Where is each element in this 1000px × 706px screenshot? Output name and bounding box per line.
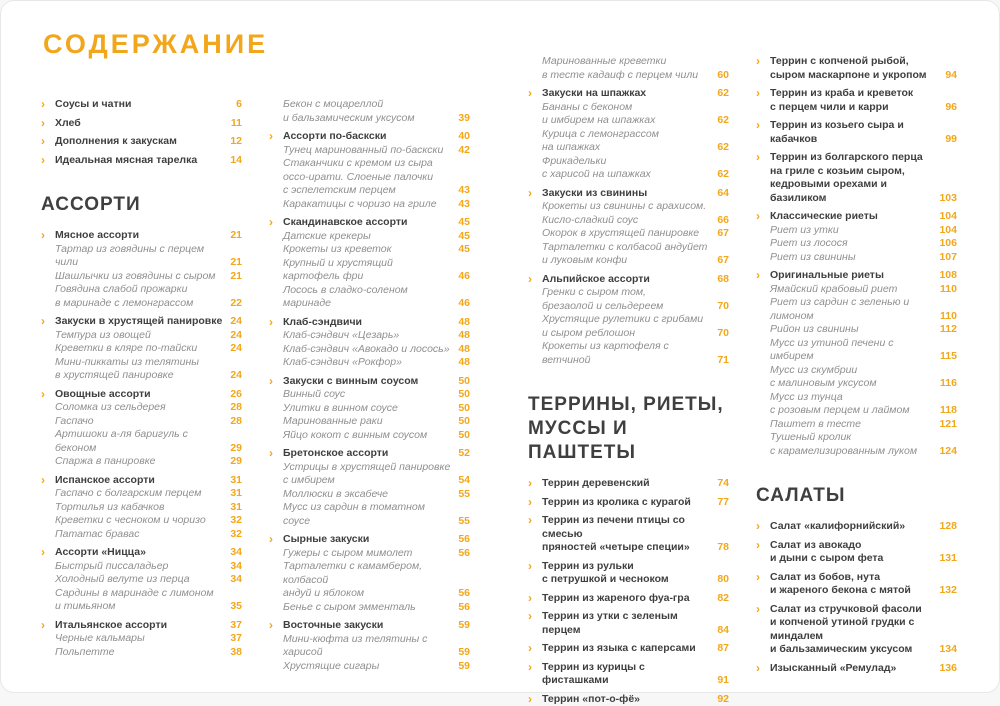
toc-subentry: Мини-пиккаты из телятины в хрустящей панировке 24	[41, 356, 242, 383]
toc-entry: › Террин из утки с зеленым перцем 84	[528, 610, 729, 637]
chevron-right-icon: ›	[41, 135, 55, 149]
toc-subentry: Креветки в кляре по-тайски 24	[41, 342, 242, 356]
page-number: 134	[939, 643, 957, 657]
toc-subentry: Тушеный кролик с карамелизированным луком 124	[756, 431, 957, 458]
page-number: 84	[717, 624, 729, 638]
toc-subentry: Спаржа в панировке 29	[41, 455, 242, 469]
page-number: 32	[230, 514, 242, 528]
chevron-right-icon: ›	[756, 603, 770, 617]
page-number: 24	[230, 329, 242, 343]
page-number: 52	[458, 447, 470, 461]
page-number: 48	[458, 316, 470, 330]
toc-entry: › Закуски с винным соусом 50	[269, 375, 470, 389]
page-number: 62	[717, 87, 729, 101]
page-number: 24	[230, 342, 242, 356]
section-heading: АССОРТИ	[41, 193, 242, 217]
chevron-right-icon: ›	[756, 539, 770, 553]
chevron-right-icon: ›	[41, 315, 55, 329]
toc-subentry: Окорок в хрустящей панировке 67	[528, 227, 729, 241]
page-number: 14	[230, 154, 242, 168]
chevron-right-icon: ›	[269, 375, 283, 389]
page-number: 94	[945, 69, 957, 83]
toc-subentry: Креветки с чесноком и чоризо 32	[41, 514, 242, 528]
chevron-right-icon: ›	[756, 662, 770, 676]
chevron-right-icon: ›	[269, 216, 283, 230]
page-number: 70	[717, 327, 729, 341]
toc-entry: › Террин из курицы с фисташками 91	[528, 661, 729, 688]
page-number: 121	[939, 418, 957, 432]
page-number: 50	[458, 415, 470, 429]
toc-entry: › Террин из краба и креветок с перцем чили и карри 96	[756, 87, 957, 114]
page-number: 136	[939, 662, 957, 676]
page-number: 59	[458, 660, 470, 674]
page-number: 132	[939, 584, 957, 598]
page-number: 50	[458, 429, 470, 443]
page-number: 11	[231, 117, 242, 131]
chevron-right-icon: ›	[41, 546, 55, 560]
page-number: 71	[717, 354, 729, 368]
page-number: 62	[717, 141, 729, 155]
toc-subentry: Стаканчики с кремом из сыра оссо-ирати. Слоеные палочки с эспелетским перцем 43	[269, 157, 470, 198]
chevron-right-icon: ›	[528, 693, 542, 706]
page-number: 80	[717, 573, 729, 587]
page-number: 45	[458, 243, 470, 257]
toc-entry: › Испанское ассорти 31	[41, 474, 242, 488]
page-number: 62	[717, 168, 729, 182]
toc-subentry: Фрикадельки с харисой на шпажках 62	[528, 155, 729, 182]
page-number: 104	[939, 210, 957, 224]
toc-subentry: Паштет в тесте 121	[756, 418, 957, 432]
page-number: 34	[230, 560, 242, 574]
page-number: 67	[717, 254, 729, 268]
page-number: 50	[458, 388, 470, 402]
toc-subentry: Крокеты из свинины с арахисом. Кисло-сладкий соус 66	[528, 200, 729, 227]
page-number: 82	[717, 592, 729, 606]
toc-entry: › Террин с копченой рыбой, сыром маскарпоне и укропом 94	[756, 55, 957, 82]
toc-subentry: Маринованные креветки в тесте кадаиф с перцем чили 60	[528, 55, 729, 82]
toc-subentry: Мусс из скумбрии с малиновым уксусом 116	[756, 364, 957, 391]
toc-subentry: Польпетте 38	[41, 646, 242, 660]
chevron-right-icon: ›	[528, 642, 542, 656]
page-number: 24	[230, 315, 242, 329]
page-number: 64	[717, 187, 729, 201]
toc-entry: › Ассорти по-баскски 40	[269, 130, 470, 144]
page-number: 124	[939, 445, 957, 459]
toc-subentry: Тартар из говядины с перцем чили 21	[41, 243, 242, 270]
toc-subentry: Тарталетки с камамбером, колбасой андуй и яблоком 56	[269, 560, 470, 601]
page-number: 39	[458, 112, 470, 126]
toc-subentry: Яйцо кокот с винным соусом 50	[269, 429, 470, 443]
toc-subentry: Тарталетки с колбасой андуйет и луковым конфи 67	[528, 241, 729, 268]
chevron-right-icon: ›	[528, 661, 542, 675]
page-number: 40	[458, 130, 470, 144]
section-heading: ТЕРРИНЫ, РИЕТЫ, МУССЫ И ПАШТЕТЫ	[528, 393, 729, 465]
page-number: 77	[717, 496, 729, 510]
toc-entry: › Идеальная мясная тарелка 14	[41, 154, 242, 168]
page-number: 56	[458, 533, 470, 547]
toc-subentry: Клаб-сэндвич «Цезарь» 48	[269, 329, 470, 343]
page-number: 34	[230, 573, 242, 587]
page-number: 104	[939, 224, 957, 238]
page-number: 31	[230, 487, 242, 501]
toc-subentry: Тортилья из кабачков 31	[41, 501, 242, 515]
page-number: 43	[458, 184, 470, 198]
page-number: 99	[945, 133, 957, 147]
toc-entry: › Соусы и чатни 6	[41, 98, 242, 112]
toc-subentry: Мусс из тунца с розовым перцем и лаймом 118	[756, 391, 957, 418]
toc-entry: › Классические риеты 104	[756, 210, 957, 224]
chevron-right-icon: ›	[528, 496, 542, 510]
page-number: 37	[230, 632, 242, 646]
toc-subentry: Хрустящие сигары 59	[269, 660, 470, 674]
page-number: 116	[940, 377, 957, 391]
chevron-right-icon: ›	[528, 187, 542, 201]
toc-entry: › Сырные закуски 56	[269, 533, 470, 547]
page-number: 74	[717, 477, 729, 491]
chevron-right-icon: ›	[756, 520, 770, 534]
toc-subentry: Крупный и хрустящий картофель фри 46	[269, 257, 470, 284]
toc-entry: › Мясное ассорти 21	[41, 229, 242, 243]
chevron-right-icon: ›	[756, 210, 770, 224]
toc-entry: › Бретонское ассорти 52	[269, 447, 470, 461]
page-number: 96	[945, 101, 957, 115]
page-number: 38	[230, 646, 242, 660]
toc-subentry: Гренки с сыром том, брезаолой и сельдереем 70	[528, 286, 729, 313]
chevron-right-icon: ›	[41, 117, 55, 131]
page-number: 24	[230, 369, 242, 383]
toc-subentry: Риет из сардин с зеленью и лимоном 110	[756, 296, 957, 323]
page-number: 29	[230, 442, 242, 456]
page-number: 103	[939, 192, 957, 206]
page-number: 62	[717, 114, 729, 128]
page-number: 45	[458, 230, 470, 244]
toc-subentry: Тунец маринованный по-баскски 42	[269, 144, 470, 158]
page-number: 118	[940, 404, 957, 418]
page-number: 21	[230, 270, 242, 284]
toc-subentry: Гаспачо 28	[41, 415, 242, 429]
toc-subentry: Маринованные раки 50	[269, 415, 470, 429]
chevron-right-icon: ›	[41, 388, 55, 402]
toc-subentry: Крокеты из креветок 45	[269, 243, 470, 257]
page-number: 21	[230, 256, 242, 270]
toc-entry: › Закуски на шпажках 62	[528, 87, 729, 101]
page-number: 131	[939, 552, 957, 566]
toc-subentry: Ямайский крабовый риет 110	[756, 283, 957, 297]
page-number: 59	[458, 619, 470, 633]
page-number: 48	[458, 343, 470, 357]
page-number: 91	[717, 674, 729, 688]
toc-subentry: Устрицы в хрустящей панировке с имбирем 54	[269, 461, 470, 488]
toc-subentry: Мини-кюфта из телятины с харисой 59	[269, 633, 470, 660]
chevron-right-icon: ›	[756, 119, 770, 133]
toc-subentry: Моллюски в эксабече 55	[269, 488, 470, 502]
page-number: 55	[458, 488, 470, 502]
page-number: 107	[939, 251, 957, 265]
page-number: 60	[717, 69, 729, 83]
page-title: СОДЕРЖАНИЕ	[43, 29, 268, 60]
page-number: 56	[458, 587, 470, 601]
page-number: 110	[940, 283, 957, 297]
chevron-right-icon: ›	[269, 130, 283, 144]
chevron-right-icon: ›	[756, 151, 770, 165]
page-number: 32	[230, 528, 242, 542]
chevron-right-icon: ›	[269, 316, 283, 330]
toc-entry: › Салат «калифорнийский» 128	[756, 520, 957, 534]
chevron-right-icon: ›	[269, 533, 283, 547]
toc-subentry: Бекон с моцареллой и бальзамическим уксусом 39	[269, 98, 470, 125]
toc-subentry: Гужеры с сыром мимолет 56	[269, 547, 470, 561]
toc-entry: › Восточные закуски 59	[269, 619, 470, 633]
toc-entry: › Террин из козьего сыра и кабачков 99	[756, 119, 957, 146]
toc-entry: › Террин из языка с каперсами 87	[528, 642, 729, 656]
page-number: 55	[458, 515, 470, 529]
page-number: 6	[236, 98, 242, 112]
page-number: 70	[717, 300, 729, 314]
toc-subentry: Говядина слабой прожарки в маринаде с лемонграссом 22	[41, 283, 242, 310]
page-number: 108	[939, 269, 957, 283]
page-number: 48	[458, 329, 470, 343]
chevron-right-icon: ›	[528, 477, 542, 491]
page-number: 26	[230, 388, 242, 402]
toc-entry: › Террин деревенский 74	[528, 477, 729, 491]
page-number: 68	[717, 273, 729, 287]
toc-entry: › Закуски в хрустящей панировке 24	[41, 315, 242, 329]
toc-subentry: Гаспачо с болгарским перцем 31	[41, 487, 242, 501]
toc-entry: › Салат из стручковой фасоли и копченой утиной грудки с миндалем и бальзамическим уксусом 134	[756, 603, 957, 657]
toc-subentry: Быстрый писсаладьер 34	[41, 560, 242, 574]
toc-column-4	[756, 1, 957, 706]
page-number: 66	[717, 214, 729, 228]
toc-subentry: Соломка из сельдерея 28	[41, 401, 242, 415]
toc-subentry: Улитки в винном соусе 50	[269, 402, 470, 416]
toc-entry: › Альпийское ассорти 68	[528, 273, 729, 287]
section-heading: САЛАТЫ	[756, 484, 957, 508]
chevron-right-icon: ›	[528, 560, 542, 574]
toc-entry: › Итальянское ассорти 37	[41, 619, 242, 633]
page-number: 50	[458, 402, 470, 416]
page-number: 46	[458, 270, 470, 284]
toc-subentry: Лосось в сладко-соленом маринаде 46	[269, 284, 470, 311]
chevron-right-icon: ›	[269, 447, 283, 461]
page-number: 48	[458, 356, 470, 370]
toc-subentry: Мусс из утиной печени с имбирем 115	[756, 337, 957, 364]
page-number: 50	[458, 375, 470, 389]
toc-subentry: Мусс из сардин в томатном соусе 55	[269, 501, 470, 528]
page-number: 46	[458, 297, 470, 311]
chevron-right-icon: ›	[756, 571, 770, 585]
toc-subentry: Пататас бравас 32	[41, 528, 242, 542]
toc-subentry: Риет из лосося 106	[756, 237, 957, 251]
toc-entry: › Террин из рульки с петрушкой и чесноком 80	[528, 560, 729, 587]
page-number: 106	[939, 237, 957, 251]
page-number: 67	[717, 227, 729, 241]
toc-subentry: Клаб-сэндвич «Рокфор» 48	[269, 356, 470, 370]
toc-entry: › Клаб-сэндвичи 48	[269, 316, 470, 330]
toc-subentry: Клаб-сэндвич «Авокадо и лосось» 48	[269, 343, 470, 357]
toc-entry: › Дополнения к закускам 12	[41, 135, 242, 149]
chevron-right-icon: ›	[528, 87, 542, 101]
toc-subentry: Темпура из овощей 24	[41, 329, 242, 343]
toc-entry: › Террин из болгарского перца на гриле с козьим сыром, кедровыми орехами и базиликом 103	[756, 151, 957, 205]
toc-subentry: Риет из утки 104	[756, 224, 957, 238]
page-number: 112	[940, 323, 957, 337]
toc-subentry: Датские крекеры 45	[269, 230, 470, 244]
chevron-right-icon: ›	[528, 592, 542, 606]
page-number: 56	[458, 547, 470, 561]
page-number: 56	[458, 601, 470, 615]
chevron-right-icon: ›	[41, 98, 55, 112]
page-number: 31	[230, 501, 242, 515]
toc-subentry: Черные кальмары 37	[41, 632, 242, 646]
toc-entry: › Террин из жареного фуа-гра 82	[528, 592, 729, 606]
toc-subentry: Бенье с сыром эмменталь 56	[269, 601, 470, 615]
toc-subentry: Сардины в маринаде с лимоном и тимьяном 35	[41, 587, 242, 614]
toc-entry: › Салат из авокадо и дыни с сыром фета 131	[756, 539, 957, 566]
chevron-right-icon: ›	[528, 610, 542, 624]
toc-column-1	[41, 1, 242, 706]
toc-entry: › Закуски из свинины 64	[528, 187, 729, 201]
page-number: 31	[230, 474, 242, 488]
toc-entry: › Террин из кролика с курагой 77	[528, 496, 729, 510]
page-number: 35	[230, 600, 242, 614]
toc-subentry: Крокеты из картофеля с ветчиной 71	[528, 340, 729, 367]
page-number: 92	[717, 693, 729, 706]
chevron-right-icon: ›	[41, 229, 55, 243]
toc-subentry: Бананы с беконом и имбирем на шпажках 62	[528, 101, 729, 128]
toc-subentry: Каракатицы с чоризо на гриле 43	[269, 198, 470, 212]
toc-entry: › Оригинальные риеты 108	[756, 269, 957, 283]
chevron-right-icon: ›	[756, 269, 770, 283]
page-number: 87	[717, 642, 729, 656]
toc-entry: › Террин из печени птицы со смесью пряностей «четыре специи» 78	[528, 514, 729, 555]
page-number: 29	[230, 455, 242, 469]
chevron-right-icon: ›	[756, 55, 770, 69]
page-number: 42	[458, 144, 470, 158]
page-number: 34	[230, 546, 242, 560]
chevron-right-icon: ›	[41, 619, 55, 633]
page-number: 43	[458, 198, 470, 212]
chevron-right-icon: ›	[269, 619, 283, 633]
page-number: 78	[717, 541, 729, 555]
toc-entry: › Изысканный «Ремулад» 136	[756, 662, 957, 676]
toc-subentry: Курица с лемонграссом на шпажках 62	[528, 128, 729, 155]
chevron-right-icon: ›	[528, 273, 542, 287]
page-number: 110	[940, 310, 957, 324]
toc-entry: › Овощные ассорти 26	[41, 388, 242, 402]
toc-subentry: Винный соус 50	[269, 388, 470, 402]
chevron-right-icon: ›	[41, 154, 55, 168]
chevron-right-icon: ›	[41, 474, 55, 488]
page-number: 22	[230, 297, 242, 311]
toc-columns	[1, 1, 999, 706]
page-number: 115	[940, 350, 957, 364]
toc-subentry: Рийон из свинины 112	[756, 323, 957, 337]
toc-entry: › Скандинавское ассорти 45	[269, 216, 470, 230]
page-number: 28	[230, 415, 242, 429]
toc-entry: › Ассорти «Ницца» 34	[41, 546, 242, 560]
toc-entry: › Салат из бобов, нута и жареного бекона с мятой 132	[756, 571, 957, 598]
page-number: 12	[230, 135, 242, 149]
toc-subentry: Шашлычки из говядины с сыром 21	[41, 270, 242, 284]
page-number: 128	[939, 520, 957, 534]
page-number: 54	[458, 474, 470, 488]
toc-subentry: Артишоки а-ля баригуль с беконом 29	[41, 428, 242, 455]
page-number: 59	[458, 646, 470, 660]
chevron-right-icon: ›	[528, 514, 542, 528]
toc-subentry: Хрустящие рулетики с грибами и сыром реблошон 70	[528, 313, 729, 340]
toc-subentry: Холодный велуте из перца 34	[41, 573, 242, 587]
page-number: 45	[458, 216, 470, 230]
toc-column-2	[269, 1, 470, 706]
page-number: 21	[230, 229, 242, 243]
toc-column-3	[528, 1, 729, 706]
toc-entry: › Хлеб 11	[41, 117, 242, 131]
page-number: 37	[230, 619, 242, 633]
toc-entry: › Террин «пот-о-фё» 92	[528, 693, 729, 706]
page-number: 28	[230, 401, 242, 415]
toc-subentry: Риет из свинины 107	[756, 251, 957, 265]
chevron-right-icon: ›	[756, 87, 770, 101]
